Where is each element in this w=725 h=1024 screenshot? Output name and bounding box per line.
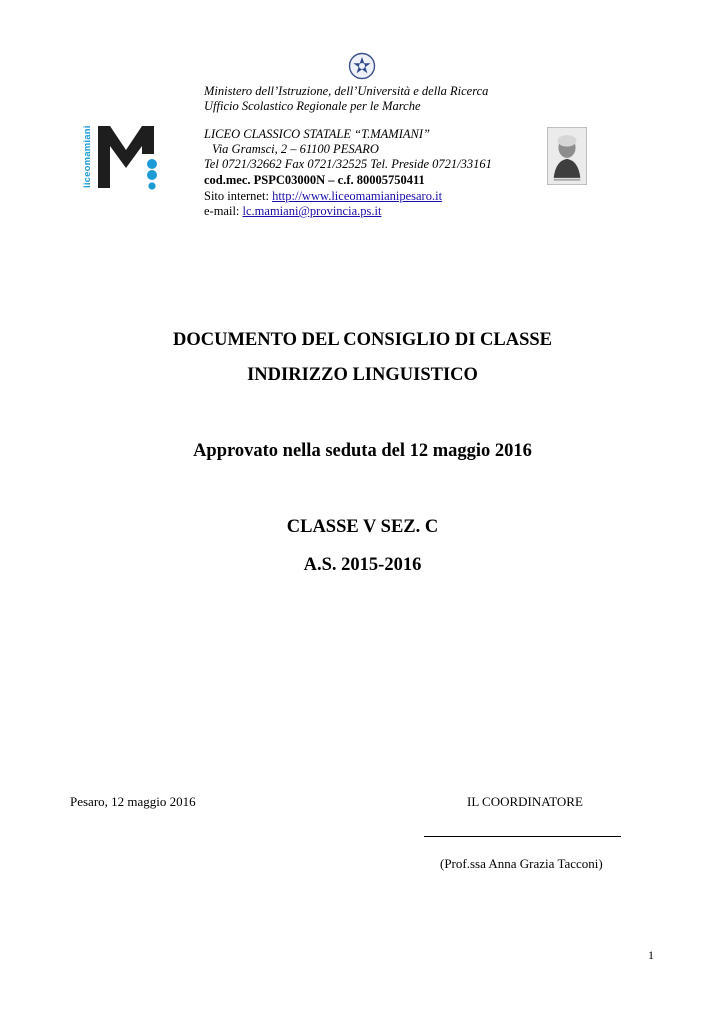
signature-line — [424, 836, 621, 837]
phones-line: Tel 0721/32662 Fax 0721/32525 Tel. Preside 0721/33161 — [204, 157, 492, 171]
approval-line: Approvato nella seduta del 12 maggio 2016 — [193, 441, 532, 461]
place-date: Pesaro, 12 maggio 2016 — [70, 794, 196, 809]
document-title: DOCUMENTO DEL CONSIGLIO DI CLASSE — [173, 330, 552, 350]
school-name-line: LICEO CLASSICO STATALE “T.MAMIANI” — [204, 127, 430, 141]
logo-m-icon — [96, 124, 162, 190]
codes-line: cod.mec. PSPC03000N – c.f. 80005750411 — [204, 173, 425, 187]
school-logo — [80, 124, 162, 190]
email-label: e-mail: — [204, 204, 243, 218]
email-line — [204, 204, 381, 220]
website-link[interactable]: http://www.liceomamianipesaro.it — [272, 189, 443, 203]
address-line: Via Gramsci, 2 – 61100 PESARO — [212, 142, 379, 156]
email-link[interactable]: lc.mamiani@provincia.ps.it — [242, 204, 382, 218]
signer-name: (Prof.ssa Anna Grazia Tacconi) — [440, 856, 603, 871]
document-subtitle: INDIRIZZO LINGUISTICO — [247, 365, 478, 385]
regional-office-line: Ufficio Scolastico Regionale per le Marche — [204, 99, 421, 113]
logo-text: liceomamiani — [82, 125, 93, 189]
coordinator-role: IL COORDINATORE — [467, 794, 583, 809]
page-number: 1 — [648, 948, 654, 962]
ministry-line: Ministero dell’Istruzione, dell’Università e della Ricerca — [204, 84, 489, 98]
italian-republic-emblem-icon — [348, 52, 376, 80]
class-line: CLASSE V SEZ. C — [286, 517, 439, 537]
website-line — [204, 189, 442, 205]
school-year-line: A.S. 2015-2016 — [303, 555, 422, 575]
website-label: Sito internet: — [204, 189, 273, 203]
portrait-photo-icon — [547, 127, 587, 185]
